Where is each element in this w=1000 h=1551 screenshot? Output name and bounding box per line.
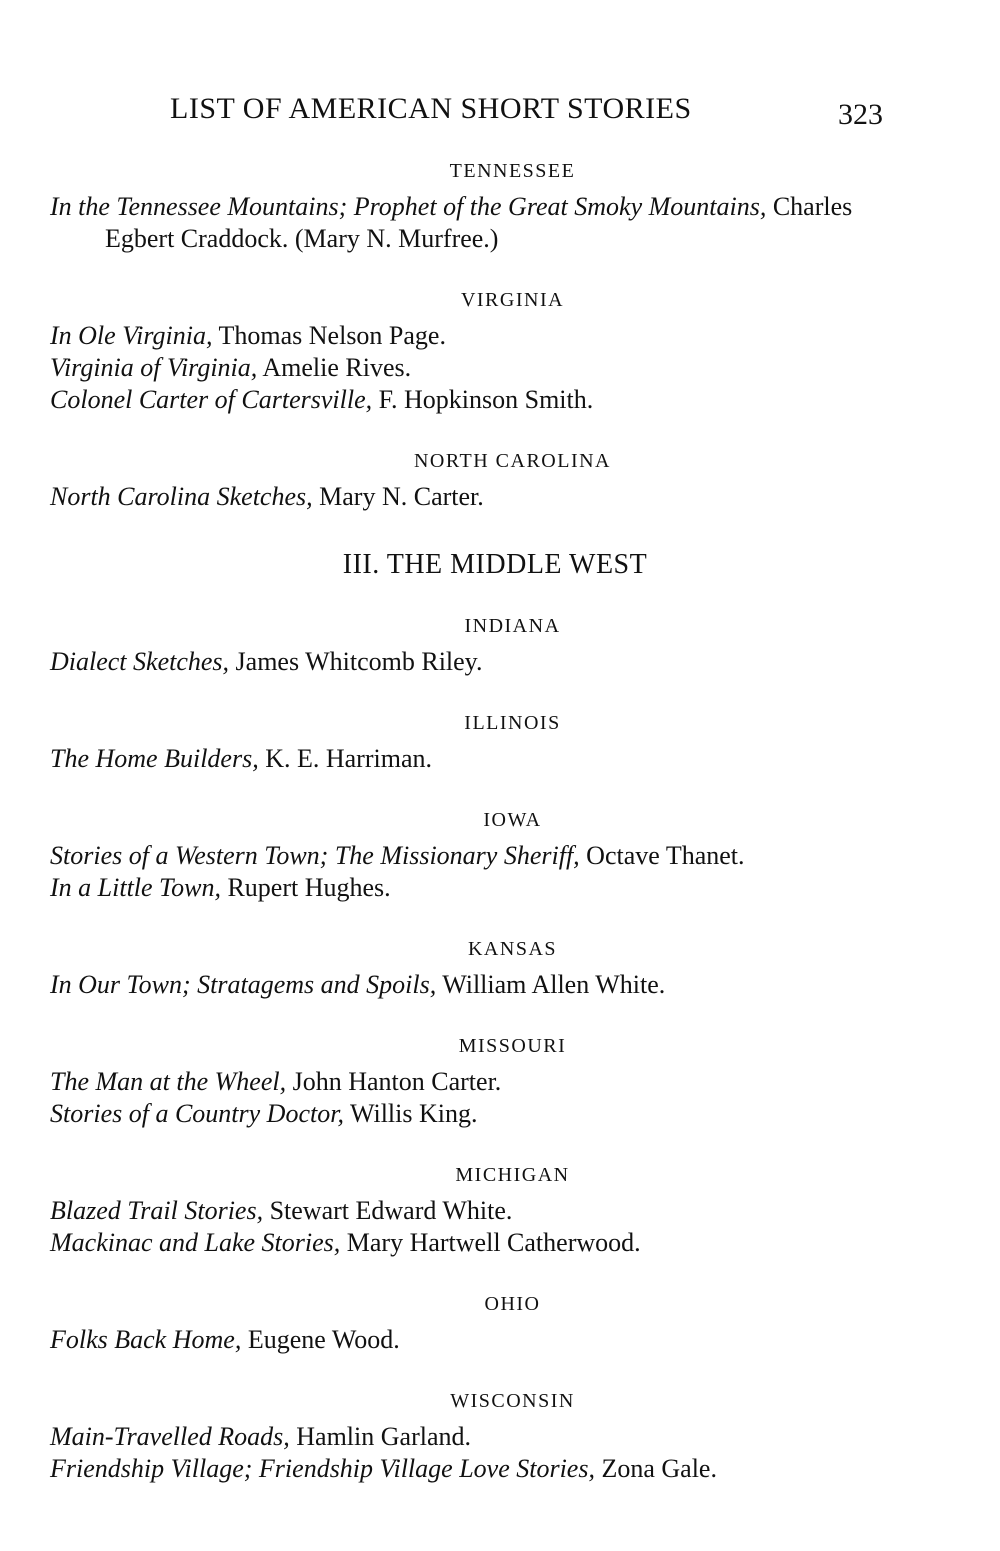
story-entry: [50, 1227, 895, 1259]
story-title: In Ole Virginia,: [50, 321, 213, 350]
story-entry: [50, 646, 895, 678]
story-title: In Our Town; Stratagems and Spoils,: [50, 970, 437, 999]
story-author: Thomas Nelson Page.: [212, 321, 446, 350]
story-entry: [50, 1066, 895, 1098]
story-author: Charles Egbert Craddock. (Mary N. Murfree.): [105, 192, 853, 253]
story-title: North Carolina Sketches,: [50, 482, 313, 511]
state-heading: INDIANA: [464, 615, 561, 637]
story-author: John Hanton Carter.: [286, 1067, 502, 1096]
story-title: Colonel Carter of Cartersville,: [50, 385, 373, 414]
story-author: Rupert Hughes.: [220, 873, 391, 902]
story-title: Mackinac and Lake Stories,: [50, 1228, 341, 1257]
story-entry: [50, 872, 895, 904]
story-entry: [50, 1453, 895, 1485]
story-entry: [50, 1195, 895, 1227]
story-entry: [50, 840, 895, 872]
story-title: Stories of a Western Town; The Missionary Sheriff,: [50, 841, 580, 870]
story-author: Stewart Edward White.: [263, 1196, 513, 1225]
state-heading: NORTH CAROLINA: [413, 450, 611, 472]
story-title: Blazed Trail Stories,: [50, 1196, 264, 1225]
state-heading: ILLINOIS: [464, 712, 561, 734]
story-title: The Man at the Wheel,: [50, 1067, 287, 1096]
story-title: Virginia of Virginia,: [50, 353, 258, 382]
state-heading: MISSOURI: [458, 1035, 567, 1057]
story-author: Eugene Wood.: [241, 1325, 400, 1354]
story-entry: [50, 969, 895, 1001]
story-author: Amelie Rives.: [257, 353, 412, 382]
story-author: James Whitcomb Riley.: [229, 647, 483, 676]
story-title: Dialect Sketches,: [50, 647, 230, 676]
story-title: In a Little Town,: [50, 873, 221, 902]
state-heading: VIRGINIA: [460, 289, 565, 311]
story-entry: [50, 1324, 895, 1356]
story-author: F. Hopkinson Smith.: [372, 385, 594, 414]
story-author: Willis King.: [343, 1099, 478, 1128]
state-heading: TENNESSEE: [449, 160, 576, 182]
story-title: Stories of a Country Doctor,: [50, 1099, 344, 1128]
story-title: The Home Builders,: [50, 744, 259, 773]
story-title: Friendship Village; Friendship Village Love Stories,: [50, 1454, 595, 1483]
state-heading: OHIO: [484, 1293, 541, 1315]
state-heading: MICHIGAN: [455, 1164, 570, 1186]
story-title: Folks Back Home,: [50, 1325, 242, 1354]
part-heading: III. THE MIDDLE WEST: [342, 549, 648, 580]
story-title: In the Tennessee Mountains; Prophet of the Great Smoky Mountains,: [50, 192, 767, 221]
story-author: Mary N. Carter.: [312, 482, 484, 511]
story-author: Mary Hartwell Catherwood.: [340, 1228, 641, 1257]
story-author: William Allen White.: [436, 970, 666, 999]
story-author: Hamlin Garland.: [289, 1422, 471, 1451]
story-entry: [50, 743, 895, 775]
story-entry: [50, 1421, 895, 1453]
story-list: [50, 160, 895, 1485]
story-entry: [50, 481, 895, 513]
story-entry: [50, 191, 895, 255]
story-entry: [50, 320, 895, 352]
story-author: Zona Gale.: [594, 1454, 717, 1483]
story-entry: [50, 352, 895, 384]
page-number: 323: [838, 98, 883, 131]
story-entry: [50, 1098, 895, 1130]
state-heading: IOWA: [483, 809, 542, 831]
state-heading: WISCONSIN: [450, 1390, 575, 1412]
story-title: Main-Travelled Roads,: [50, 1422, 290, 1451]
running-title: LIST OF AMERICAN SHORT STORIES: [170, 92, 692, 125]
story-author: K. E. Harriman.: [258, 744, 432, 773]
story-author: Octave Thanet.: [579, 841, 745, 870]
story-entry: [50, 384, 895, 416]
state-heading: KANSAS: [467, 938, 558, 960]
